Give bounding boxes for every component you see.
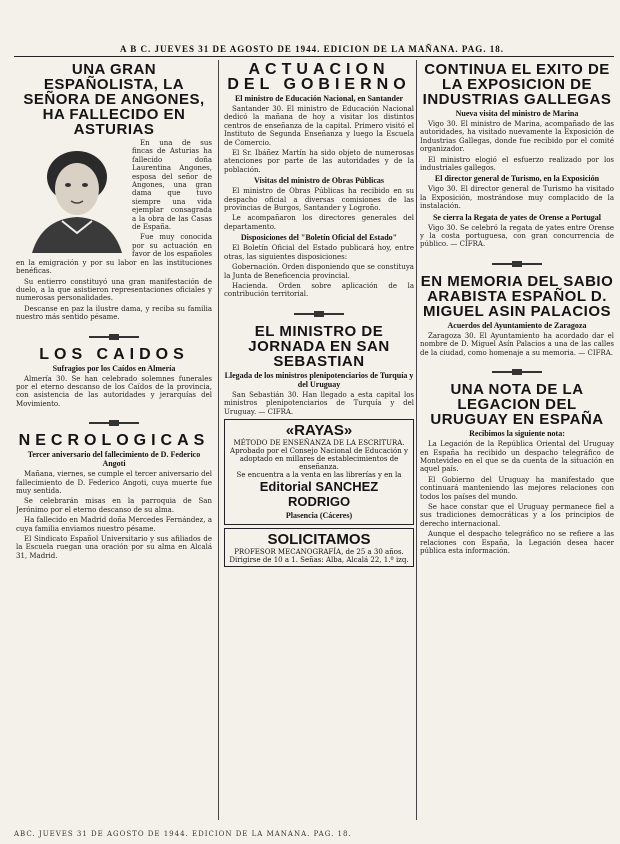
headline-ministro-san-sebastian: EL MINISTRO DE JORNADA EN SAN SEBASTIAN — [248, 322, 390, 370]
column-3 — [420, 60, 614, 826]
subheadline: Sufragios por los Caídos en Almería — [52, 363, 176, 373]
advert-place: Plasencia (Cáceres) — [285, 510, 353, 520]
advert-solicitamos — [224, 528, 414, 567]
headline-necrologicas: NECROLOGICAS — [18, 432, 210, 450]
headline-uruguay: UNA NOTA DE LA LEGACION DEL URUGUAY EN ESPAÑA — [430, 381, 604, 429]
paragraph: El ministro elogió el esfuerzo realizado por los industriales gallegos. — [420, 155, 614, 173]
subheadline: Acuerdos del Ayuntamiento de Zaragoza — [447, 320, 587, 330]
subheadline: Llegada de los ministros plenipotenciarios de Turquía y del Uruguay — [224, 370, 414, 389]
paragraph: El Sr. Ibáñez Martín ha sido objeto de numerosas atenciones por parte de las autoridades y de la población. — [224, 149, 414, 174]
advert-brand: «RAYAS» — [285, 421, 353, 439]
headline-asin-palacios: EN MEMORIA DEL SABIO ARABISTA ESPAÑOL D. MIGUEL ASIN PALACIOS — [420, 272, 614, 320]
advert-sale: Se encuentra a la venta en las librerías y en la — [236, 470, 402, 479]
subheadline: El ministro de Educación Nacional, en Santander — [234, 94, 404, 103]
paragraph: En una de sus fincas de Asturias ha fallecido doña Laurentina Angones, esposa del señor de Angones, una gran dama que tuvo siempre una vida ejemplar consagrada a la obra de las Casas de España. — [132, 139, 212, 232]
advert-text: PROFESOR MECANOGRAFÍA, de 25 a 30 años. Dirigirse de 10 a 1. Señas: Alba, Alcalá 22, 1.º izq. — [229, 547, 409, 564]
ornament-divider — [16, 325, 212, 344]
subheadline: Recibimos la siguiente nota: — [469, 429, 565, 439]
paragraph: El Gobierno del Uruguay ha manifestado que continuará manteniendo las mejores relaciones con todos los países del mundo. — [420, 475, 614, 501]
headline-gobierno: ACTUACION DEL GOBIERNO — [227, 61, 411, 93]
paragraph: Vigo 30. Se celebró la regata de yates entre Orense y la costa portuguesa, con gran concurrencia de público. — CIFRA. — [420, 223, 614, 249]
column-2 — [224, 60, 414, 826]
paragraph: Hacienda. Orden sobre aplicación de la contribución territorial. — [224, 281, 414, 299]
paragraph: Vigo 30. El director general de Turismo ha visitado la Exposición, mostrándose muy complacido de la instalación. — [420, 185, 614, 211]
paragraph: Mañana, viernes, se cumple el tercer aniversario del fallecimiento de D. Federico Angoti, cuya muerte fue muy sentida. — [16, 470, 212, 495]
footer-line: ABC. JUEVES 31 DE AGOSTO DE 1944. EDICION DE LA MAÑANA. PAG. 18. — [14, 830, 352, 838]
subheadline: Visitas del ministro de Obras Públicas — [253, 176, 384, 186]
paragraph: Se hace constar que el Uruguay permanece fiel a sus tradiciones democráticas y a los principios de derecho internacional. — [420, 502, 614, 528]
running-head: A B C. JUEVES 31 DE AGOSTO DE 1944. EDICION DE LA MAÑANA. PAG. 18. — [120, 44, 504, 54]
paragraph: Le acompañaron los directores generales del departamento. — [224, 214, 414, 231]
ornament-divider — [224, 302, 414, 321]
paragraph: El Sindicato Español Universitario y sus afiliados de la Escuela ruegan una oración por su alma en Alcalá 31, Madrid. — [16, 535, 212, 560]
column-rule-2 — [416, 60, 417, 820]
advert-text: MÉTODO DE ENSEÑANZA DE LA ESCRITURA. Aprobado por el Consejo Nacional de Educación y adoptado en millares de establecimientos de enseñanza. — [230, 438, 408, 471]
subheadline: El director general de Turismo, en la Exposición — [434, 174, 600, 184]
paragraph: Gobernación. Orden disponiendo que se constituya la Junta de Beneficencia provincial. — [224, 263, 414, 280]
paragraph: Almería 30. Se han celebrado solemnes funerales por el eterno descanso de los Caídos de la provincia, con asistencia de las autoridades y jerarquías del Movimiento. — [16, 374, 212, 408]
headline-angones: UNA GRAN ESPAÑOLISTA, LA SEÑORA DE ANGONES, HA FALLECIDO EN ASTURIAS — [23, 61, 205, 138]
paragraph: Santander 30. El ministro de Educación Nacional dedicó la mañana de hoy a visitar los distintos centros de enseñanza de la capital. Primero visitó el Instituto de Segunda Enseñanza y luego la Escuela de Comercio. — [224, 105, 414, 147]
advert-publisher: Editorial SANCHEZ RODRIGO — [259, 478, 379, 509]
ornament-divider — [16, 411, 212, 430]
paragraph: Vigo 30. El ministro de Marina, acompañado de las autoridades, ha visitado nuevamente la Exposición de Industrias Gallegas, donde fue recibido por el comité organizador. — [420, 120, 614, 154]
paragraph: Descanse en paz la ilustre dama, y reciba su familia nuestro más sentido pésame. — [16, 304, 212, 322]
headline-caidos: LOS CAIDOS — [39, 345, 189, 363]
advert-rayas — [224, 419, 414, 525]
column-rule-1 — [218, 60, 219, 820]
subheadline: Tercer aniversario del fallecimiento de D. Federico Angoti — [27, 450, 201, 469]
portrait-photo — [22, 141, 132, 253]
paragraph: Aunque el despacho telegráfico no se refiere a las relaciones con España, la Legación desea hacer pública esta información. — [420, 530, 614, 555]
ornament-divider — [420, 252, 614, 271]
ornament-divider — [420, 360, 614, 379]
top-rule — [14, 56, 614, 57]
paragraph: El ministro de Obras Públicas ha recibido en su despacho oficial a diversas comisiones de las provincias de Burgos, Santander y Logroño. — [224, 187, 414, 213]
paragraph: Se celebrarán misas en la parroquia de San Jerónimo por el eterno descanso de su alma. — [16, 497, 212, 514]
paragraph: Su entierro constituyó una gran manifestación de duelo, a la que asistieron representaciones oficiales y numerosas personalidades. — [16, 277, 212, 303]
paragraph: San Sebastián 30. Han llegado a esta capital los ministros plenipotenciarios de Turquía y del Uruguay. — CIFRA. — [224, 390, 414, 416]
subheadline: Disposiciones del "Boletín Oficial del Estado" — [240, 233, 398, 243]
subheadline: Nueva visita del ministro de Marina — [455, 109, 579, 118]
paragraph: Fue muy conocida por su actuación en favor de los españoles en la emigración y por su labor en las instituciones benéficas. — [16, 233, 212, 276]
column-1 — [16, 60, 212, 826]
paragraph: El Boletín Oficial del Estado publicará hoy, entre otras, las siguientes disposiciones: — [224, 244, 414, 261]
newspaper-page — [10, 0, 614, 844]
advert-title: SOLICITAMOS — [267, 530, 371, 548]
headline-exposicion: CONTINUA EL EXITO DE LA EXPOSICION DE INDUSTRIAS GALLEGAS — [422, 61, 612, 108]
paragraph: Zaragoza 30. El Ayuntamiento ha acordado dar el nombre de D. Miguel Asín Palacios a una de las calles de la ciudad, como homenaje a su memoria. — CIFRA. — [420, 331, 614, 357]
paragraph: Ha fallecido en Madrid doña Mercedes Fernández, a cuya familia enviamos nuestro pésame. — [16, 516, 212, 533]
paragraph: La Legación de la República Oriental del Uruguay en España ha recibido un despacho telegráfico de Montevideo en el que se da cuenta de la situación en aquel país. — [420, 440, 614, 474]
subheadline: Se cierra la Regata de yates de Orense a Portugal — [432, 212, 602, 222]
